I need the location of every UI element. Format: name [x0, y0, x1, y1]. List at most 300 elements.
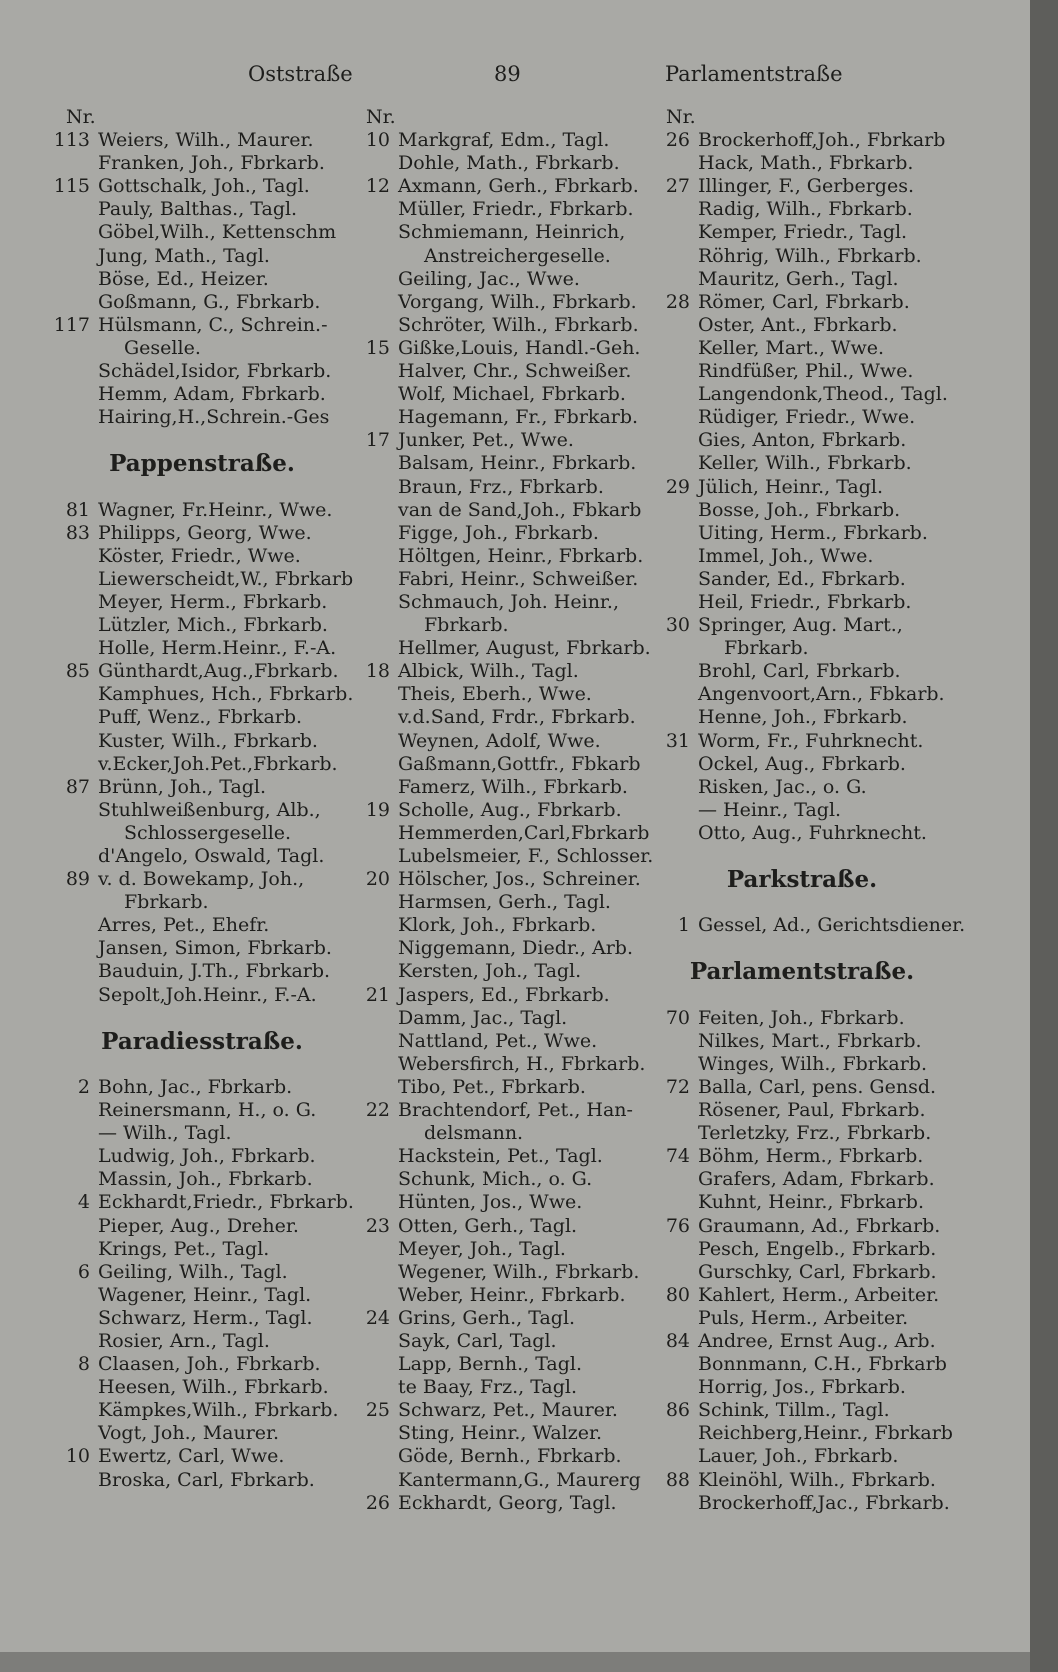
entry-text: Famerz, Wilh., Fbrkarb. [398, 775, 628, 798]
entry-text: v. d. Bowekamp, Joh., [98, 868, 305, 891]
entry-text: Bonnmann, C.H., Fbrkarb [698, 1353, 947, 1376]
directory-entry [652, 1099, 952, 1122]
directory-entry [652, 799, 952, 822]
house-number: 117 [53, 313, 90, 336]
entry-text: Brünn, Joh., Tagl. [98, 775, 267, 798]
house-number: 20 [365, 868, 390, 891]
entry-text: — Heinr., Tagl. [698, 798, 842, 821]
directory-entry [52, 960, 352, 983]
directory-entry [352, 637, 652, 660]
entry-text: Mauritz, Gerh., Tagl. [698, 267, 899, 290]
house-number: 4 [77, 1191, 90, 1214]
street-heading: Paradiesstraße. [101, 1027, 303, 1055]
entry-text: Keller, Mart., Wwe. [698, 336, 885, 359]
column-1 [52, 106, 352, 1626]
house-number: 74 [665, 1145, 690, 1168]
directory-entry [352, 314, 652, 337]
entry-text: Stuhlweißenburg, Alb., [98, 798, 321, 821]
directory-entry [652, 776, 952, 799]
directory-entry [352, 706, 652, 729]
entry-text: Weber, Heinr., Fbrkarb. [398, 1283, 626, 1306]
entry-text: Reichberg,Heinr., Fbrkarb [698, 1422, 953, 1445]
directory-entry [652, 452, 952, 475]
directory-entry [352, 1168, 652, 1191]
directory-entry [352, 198, 652, 221]
directory-entry [652, 1307, 952, 1330]
entry-text: Köster, Friedr., Wwe. [98, 544, 301, 567]
directory-entry [652, 360, 952, 383]
directory-entry [352, 522, 652, 545]
house-number: 6 [77, 1260, 90, 1283]
entry-text: Nattland, Pet., Wwe. [398, 1029, 598, 1052]
directory-entry [352, 268, 652, 291]
entry-text: Terletzky, Frz., Fbrkarb. [698, 1122, 932, 1145]
entry-text: Niggemann, Diedr., Arb. [398, 937, 634, 960]
entry-text: Balla, Carl, pens. Gensd. [698, 1075, 937, 1098]
directory-entry [52, 129, 352, 152]
entry-text: Hairing,H.,Schrein.-Ges [98, 406, 330, 429]
entry-text: Horrig, Jos., Fbrkarb. [698, 1376, 906, 1399]
directory-entry [352, 914, 652, 937]
directory-entry [352, 776, 652, 799]
entry-text: Sander, Ed., Fbrkarb. [698, 567, 906, 590]
entry-text: Rindfüßer, Phil., Wwe. [698, 360, 914, 383]
directory-entry [352, 822, 652, 845]
entry-text: Pauly, Balthas., Tagl. [98, 198, 298, 221]
directory-entry [652, 1122, 952, 1145]
entry-text: Bosse, Joh., Fbrkarb. [698, 498, 901, 521]
house-number: 26 [665, 129, 690, 152]
entry-text: Schlossergeselle. [124, 821, 292, 844]
directory-entry [52, 1261, 352, 1284]
entry-text: Broska, Carl, Fbrkarb. [98, 1468, 315, 1491]
directory-entry [352, 568, 652, 591]
directory-entry [352, 129, 652, 152]
entry-text: Ockel, Aug., Fbrkarb. [698, 752, 906, 775]
entry-text: Graumann, Ad., Fbrkarb. [698, 1214, 941, 1237]
directory-entry [352, 476, 652, 499]
directory-entry [652, 383, 952, 406]
house-number: 70 [665, 1006, 690, 1029]
entry-text: Arres, Pet., Ehefr. [98, 914, 270, 937]
directory-entry [352, 1445, 652, 1468]
entry-text: Scholle, Aug., Fbrkarb. [398, 798, 622, 821]
house-number: 115 [53, 175, 90, 198]
directory-entry [352, 1307, 652, 1330]
column-number-label [652, 106, 952, 129]
entry-text: Heil, Friedr., Fbrkarb. [698, 590, 912, 613]
directory-entry [52, 245, 352, 268]
directory-entry [352, 1399, 652, 1422]
entry-text: Sting, Heinr., Walzer. [398, 1422, 603, 1445]
page-header [0, 62, 1030, 92]
house-number: 28 [665, 290, 690, 313]
directory-entry [52, 730, 352, 753]
directory-entry [652, 706, 952, 729]
directory-entry [352, 291, 652, 314]
directory-entry [652, 1284, 952, 1307]
directory-entry [52, 291, 352, 314]
directory-entry [652, 1076, 952, 1099]
entry-text: Illinger, F., Gerberges. [698, 175, 914, 198]
entry-text: Kuhnt, Heinr., Fbrkarb. [698, 1191, 924, 1214]
entry-text: van de Sand,Joh., Fbkarb [398, 498, 642, 521]
directory-entry [52, 1399, 352, 1422]
entry-text: Brockerhoff,Joh., Fbrkarb [698, 129, 946, 152]
entry-text: Anstreichergeselle. [424, 244, 611, 267]
directory-entry [652, 1492, 952, 1515]
directory-entry [352, 799, 652, 822]
entry-text: Bauduin, J.Th., Fbrkarb. [98, 960, 331, 983]
entry-text: Hölscher, Jos., Schreiner. [398, 868, 641, 891]
entry-text: Liewerscheidt,W., Fbrkarb [98, 567, 354, 590]
house-number: 1 [677, 914, 690, 937]
directory-entry [652, 1422, 952, 1445]
directory-entry [52, 822, 352, 845]
house-number: 31 [665, 729, 690, 752]
directory-entry [352, 360, 652, 383]
column-number-label [52, 106, 352, 129]
spacer [652, 845, 952, 868]
directory-entry [52, 314, 352, 337]
entry-text: Röhrig, Wilh., Fbrkarb. [698, 244, 922, 267]
entry-text: Klork, Joh., Fbrkarb. [398, 914, 597, 937]
directory-entry [652, 914, 966, 937]
directory-entry [652, 152, 952, 175]
directory-entry [52, 914, 352, 937]
directory-entry [52, 360, 352, 383]
directory-entry [52, 799, 352, 822]
street-heading: Parkstraße. [726, 866, 878, 894]
directory-columns [52, 106, 966, 1626]
entry-text: Lubelsmeier, F., Schlosser. [398, 845, 654, 867]
entry-text: Jülich, Heinr., Tagl. [698, 475, 884, 498]
entry-text: Worm, Fr., Fuhrknecht. [698, 729, 924, 752]
house-number: 76 [665, 1214, 690, 1237]
directory-entry [352, 1330, 652, 1353]
entry-text: — Wilh., Tagl. [98, 1122, 232, 1145]
entry-text: Eckhardt, Georg, Tagl. [398, 1491, 617, 1514]
directory-entry [652, 291, 952, 314]
entry-text: Vorgang, Wilh., Fbrkarb. [398, 290, 637, 313]
directory-entry [652, 1330, 952, 1353]
directory-entry [52, 198, 352, 221]
house-number: 17 [365, 429, 390, 452]
directory-entry [52, 984, 352, 1007]
directory-entry [352, 845, 652, 868]
directory-entry [652, 1469, 952, 1492]
house-number: 15 [365, 336, 390, 359]
directory-entry [352, 1030, 652, 1053]
directory-entry [52, 545, 352, 568]
directory-entry [352, 245, 652, 268]
directory-entry [52, 406, 352, 429]
entry-text: Schmiemann, Heinrich, [398, 221, 626, 244]
entry-text: Braun, Frz., Fbrkarb. [398, 475, 604, 498]
entry-text: Schunk, Mich., o. G. [398, 1168, 593, 1191]
directory-entry [652, 245, 952, 268]
column-2 [352, 106, 652, 1626]
entry-text: Lützler, Mich., Fbrkarb. [98, 614, 328, 637]
house-number: 2 [77, 1075, 90, 1098]
directory-entry [352, 1492, 652, 1515]
entry-text: Feiten, Joh., Fbrkarb. [698, 1006, 905, 1029]
directory-entry [652, 568, 952, 591]
entry-text: Theis, Eberh., Wwe. [398, 683, 592, 706]
directory-entry [52, 152, 352, 175]
entry-text: Risken, Jac., o. G. [698, 775, 867, 798]
directory-entry [652, 221, 952, 244]
entry-text: Andree, Ernst Aug., Arb. [698, 1329, 936, 1352]
entry-text: Weynen, Adolf, Wwe. [398, 729, 601, 752]
directory-entry [352, 984, 652, 1007]
directory-entry [52, 776, 352, 799]
spacer [52, 1053, 352, 1076]
directory-entry [52, 937, 352, 960]
directory-entry [52, 1445, 352, 1468]
directory-entry [352, 614, 652, 637]
directory-entry [652, 660, 952, 683]
entry-text: Albick, Wilh., Tagl. [398, 660, 579, 683]
entry-text: Nr. [66, 106, 96, 128]
spacer [52, 429, 352, 452]
directory-entry [652, 753, 952, 776]
house-number: 27 [665, 175, 690, 198]
directory-entry [52, 221, 352, 244]
entry-text: Kemper, Friedr., Tagl. [698, 221, 908, 244]
directory-entry [352, 1376, 652, 1399]
directory-entry [52, 1307, 352, 1330]
entry-text: Hemmerden,Carl,Fbrkarb [398, 821, 650, 844]
directory-entry [52, 1076, 352, 1099]
directory-entry [652, 406, 952, 429]
directory-entry [52, 1099, 352, 1122]
spacer [652, 984, 952, 1007]
entry-text: Krings, Pet., Tagl. [98, 1237, 270, 1260]
directory-entry [652, 683, 952, 706]
house-number: 72 [665, 1075, 690, 1098]
directory-entry [652, 545, 952, 568]
directory-entry [52, 337, 352, 360]
column-3 [652, 106, 966, 1626]
directory-entry [352, 591, 652, 614]
directory-entry [652, 314, 952, 337]
entry-text: Ludwig, Joh., Fbrkarb. [98, 1145, 316, 1168]
directory-entry [352, 1145, 652, 1168]
directory-entry [352, 1215, 652, 1238]
entry-text: Wagener, Heinr., Tagl. [98, 1283, 312, 1306]
directory-entry [352, 175, 652, 198]
entry-text: Kuster, Wilh., Fbrkarb. [98, 729, 318, 752]
directory-entry [52, 660, 352, 683]
directory-entry [652, 1445, 952, 1468]
entry-text: Hünten, Jos., Wwe. [398, 1191, 583, 1214]
directory-entry [352, 1007, 652, 1030]
entry-text: Lapp, Bernh., Tagl. [398, 1353, 583, 1376]
entry-text: Sepolt,Joh.Heinr., F.-A. [98, 983, 317, 1006]
entry-text: Jung, Math., Tagl. [98, 244, 270, 267]
entry-text: Franken, Joh., Fbrkarb. [98, 152, 325, 175]
entry-text: Hack, Math., Fbrkarb. [698, 152, 914, 175]
entry-text: Tibo, Pet., Fbrkarb. [398, 1075, 586, 1098]
entry-text: Schwarz, Herm., Tagl. [98, 1306, 313, 1329]
directory-entry [652, 522, 952, 545]
entry-text: Rosier, Arn., Tagl. [98, 1329, 270, 1352]
entry-text: Markgraf, Edm., Tagl. [398, 129, 610, 152]
directory-entry [52, 1469, 352, 1492]
directory-entry [652, 730, 952, 753]
directory-entry [52, 845, 352, 868]
house-number: 29 [665, 475, 690, 498]
column-number-label [352, 106, 652, 129]
directory-entry [652, 198, 952, 221]
directory-entry [652, 1191, 952, 1214]
directory-entry [652, 268, 952, 291]
entry-text: Wolf, Michael, Fbrkarb. [398, 383, 626, 406]
directory-entry [352, 753, 652, 776]
entry-text: Göbel,Wilh., Kettenschm [98, 221, 337, 244]
house-number: 24 [365, 1306, 390, 1329]
directory-entry [652, 1261, 952, 1284]
directory-entry [652, 1215, 952, 1238]
entry-text: Schink, Tillm., Tagl. [698, 1399, 890, 1422]
directory-entry [352, 868, 652, 891]
directory-entry [652, 337, 952, 360]
house-number: 25 [365, 1399, 390, 1422]
street-heading: Parlamentstraße. [689, 958, 915, 986]
entry-text: Hackstein, Pet., Tagl. [398, 1145, 603, 1168]
entry-text: Wagner, Fr.Heinr., Wwe. [98, 498, 333, 521]
directory-entry [652, 129, 952, 152]
directory-entry [352, 937, 652, 960]
entry-text: Günthardt,Aug.,Fbrkarb. [98, 660, 339, 683]
entry-text: Kämpkes,Wilh., Fbrkarb. [98, 1399, 339, 1422]
directory-entry [352, 1053, 652, 1076]
entry-text: Römer, Carl, Fbrkarb. [698, 290, 910, 313]
house-number: 21 [365, 983, 390, 1006]
directory-entry [52, 891, 352, 914]
entry-text: Philipps, Georg, Wwe. [98, 521, 312, 544]
directory-entry [652, 614, 952, 637]
directory-entry [352, 1238, 652, 1261]
directory-entry [52, 614, 352, 637]
directory-entry [352, 499, 652, 522]
entry-text: Böhm, Herm., Fbrkarb. [698, 1145, 924, 1168]
entry-text: Kleinöhl, Wilh., Fbrkarb. [698, 1468, 936, 1491]
entry-text: Nr. [666, 106, 696, 128]
entry-text: Hagemann, Fr., Fbrkarb. [398, 406, 639, 429]
directory-entry [352, 1261, 652, 1284]
directory-entry [352, 545, 652, 568]
entry-text: Göde, Bernh., Fbrkarb. [398, 1445, 622, 1468]
entry-text: Schädel,Isidor, Fbrkarb. [98, 360, 332, 383]
directory-entry [352, 1422, 652, 1445]
entry-text: Nilkes, Mart., Fbrkarb. [698, 1029, 922, 1052]
directory-entry [52, 683, 352, 706]
entry-text: Böse, Ed., Heizer. [98, 267, 269, 290]
directory-entry [52, 1145, 352, 1168]
directory-entry [652, 637, 952, 660]
directory-entry [352, 406, 652, 429]
entry-text: Harmsen, Gerh., Tagl. [398, 891, 611, 914]
directory-entry [52, 175, 352, 198]
directory-entry [652, 1053, 952, 1076]
header-left-street: Oststraße [248, 62, 353, 86]
directory-entry [52, 568, 352, 591]
entry-text: delsmann. [424, 1122, 524, 1145]
directory-entry [352, 337, 652, 360]
entry-text: Oster, Ant., Fbrkarb. [698, 313, 898, 336]
house-number: 89 [65, 868, 90, 891]
entry-text: Dohle, Math., Fbrkarb. [398, 152, 620, 175]
entry-text: Hemm, Adam, Fbrkarb. [98, 383, 326, 406]
house-number: 8 [77, 1353, 90, 1376]
entry-text: Meyer, Herm., Fbrkarb. [98, 590, 328, 613]
house-number: 23 [365, 1214, 390, 1237]
directory-entry [352, 1099, 652, 1122]
directory-entry [52, 1168, 352, 1191]
directory-entry [52, 706, 352, 729]
entry-text: Otten, Gerh., Tagl. [398, 1214, 578, 1237]
entry-text: Gurschky, Carl, Fbrkarb. [698, 1260, 937, 1283]
directory-entry [652, 499, 952, 522]
entry-text: v.Ecker,Joh.Pet.,Fbrkarb. [98, 752, 338, 775]
entry-text: Keller, Wilh., Fbrkarb. [698, 452, 912, 475]
entry-text: Höltgen, Heinr., Fbrkarb. [398, 544, 644, 567]
spacer [652, 937, 952, 960]
directory-entry [652, 1399, 952, 1422]
entry-text: Geselle. [124, 336, 201, 359]
house-number: 86 [665, 1399, 690, 1422]
entry-text: Meyer, Joh., Tagl. [398, 1237, 566, 1260]
directory-entry [52, 1238, 352, 1261]
house-number: 12 [365, 175, 390, 198]
entry-text: Henne, Joh., Fbrkarb. [698, 706, 908, 729]
entry-text: Kamphues, Hch., Fbrkarb. [98, 683, 354, 706]
directory-entry [352, 1191, 652, 1214]
directory-entry [52, 1215, 352, 1238]
entry-text: Bohn, Jac., Fbrkarb. [98, 1075, 293, 1098]
entry-text: Fbrkarb. [424, 614, 509, 637]
entry-text: Rüdiger, Friedr., Wwe. [698, 406, 916, 429]
entry-text: Wegener, Wilh., Fbrkarb. [398, 1260, 640, 1283]
entry-text: Holle, Herm.Heinr., F.-A. [98, 637, 337, 660]
directory-entry [52, 1353, 352, 1376]
directory-entry [652, 1376, 952, 1399]
directory-entry [352, 1122, 652, 1145]
entry-text: Geiling, Wilh., Tagl. [98, 1260, 288, 1283]
directory-entry [52, 868, 352, 891]
house-number: 30 [665, 614, 690, 637]
directory-entry [352, 960, 652, 983]
entry-text: Axmann, Gerh., Fbrkarb. [398, 175, 639, 198]
directory-entry [652, 1168, 952, 1191]
directory-entry [352, 1284, 652, 1307]
entry-text: Gißke,Louis, Handl.-Geh. [398, 336, 641, 359]
directory-entry [352, 891, 652, 914]
directory-entry [52, 1191, 352, 1214]
directory-entry [652, 822, 952, 845]
entry-text: Winges, Wilh., Fbrkarb. [698, 1052, 928, 1075]
entry-text: v.d.Sand, Frdr., Fbrkarb. [398, 706, 636, 729]
entry-text: Schwarz, Pet., Maurer. [398, 1399, 618, 1422]
entry-text: Brohl, Carl, Fbrkarb. [698, 660, 901, 683]
entry-text: Puff, Wenz., Fbrkarb. [98, 706, 303, 729]
entry-text: Fbrkarb. [124, 891, 209, 914]
entry-text: Kersten, Joh., Tagl. [398, 960, 582, 983]
directory-entry [52, 1330, 352, 1353]
entry-text: Pieper, Aug., Dreher. [98, 1214, 299, 1237]
